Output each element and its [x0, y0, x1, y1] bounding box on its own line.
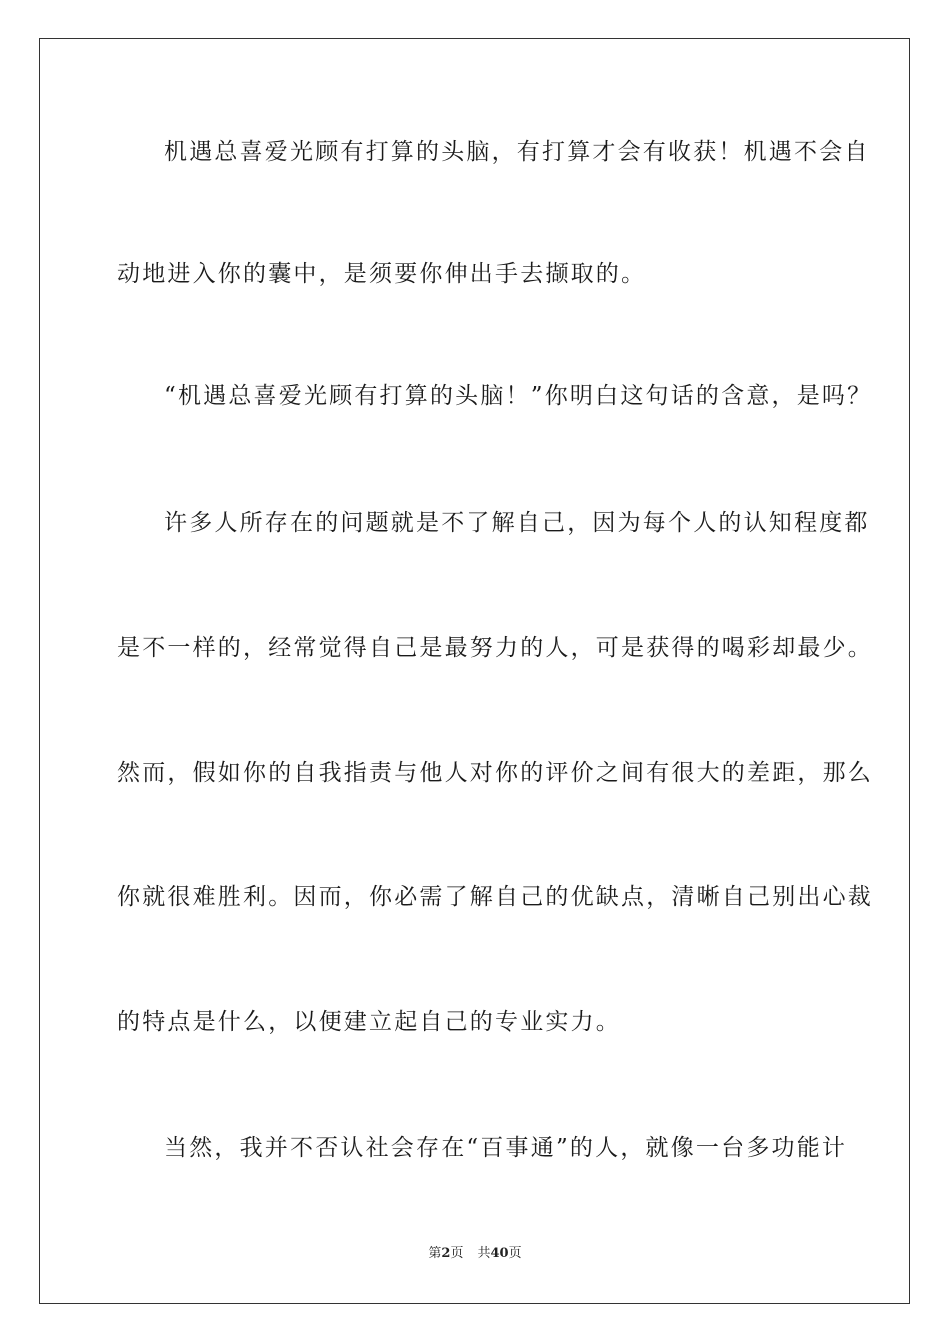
page-prefix: 第 — [428, 1246, 442, 1261]
total-prefix: 共 — [477, 1246, 491, 1261]
total-suffix: 页 — [508, 1246, 522, 1261]
paragraph-line-8: 的特点是什么，以便建立起自己的专业实力。 — [117, 1009, 621, 1035]
page-footer — [0, 1244, 950, 1264]
paragraph-line-9: 当然，我并不否认社会存在“百事通”的人，就像一台多功能计 — [164, 1135, 848, 1161]
paragraph-line-2: 动地进入你的囊中，是须要你伸出手去撷取的。 — [117, 261, 647, 287]
paragraph-line-1: 机遇总喜爱光顾有打算的头脑，有打算才会有收获！机遇不会自 — [164, 139, 870, 165]
paragraph-line-6: 然而，假如你的自我指责与他人对你的评价之间有很大的差距，那么 — [117, 760, 873, 786]
total-page-count: 40 — [490, 1246, 509, 1261]
paragraph-line-3: “机遇总喜爱光顾有打算的头脑！”你明白这句话的含意，是吗？ — [164, 383, 873, 409]
paragraph-line-7: 你就很难胜利。因而，你必需了解自己的优缺点，清晰自己别出心裁 — [117, 884, 873, 910]
paragraph-line-5: 是不一样的，经常觉得自己是最努力的人，可是获得的喝彩却最少。 — [117, 635, 873, 661]
page-border — [39, 38, 910, 1304]
paragraph-line-4: 许多人所存在的问题就是不了解自己，因为每个人的认知程度都 — [164, 510, 870, 536]
current-page-number: 2 — [441, 1246, 451, 1261]
page-suffix: 页 — [450, 1246, 464, 1261]
